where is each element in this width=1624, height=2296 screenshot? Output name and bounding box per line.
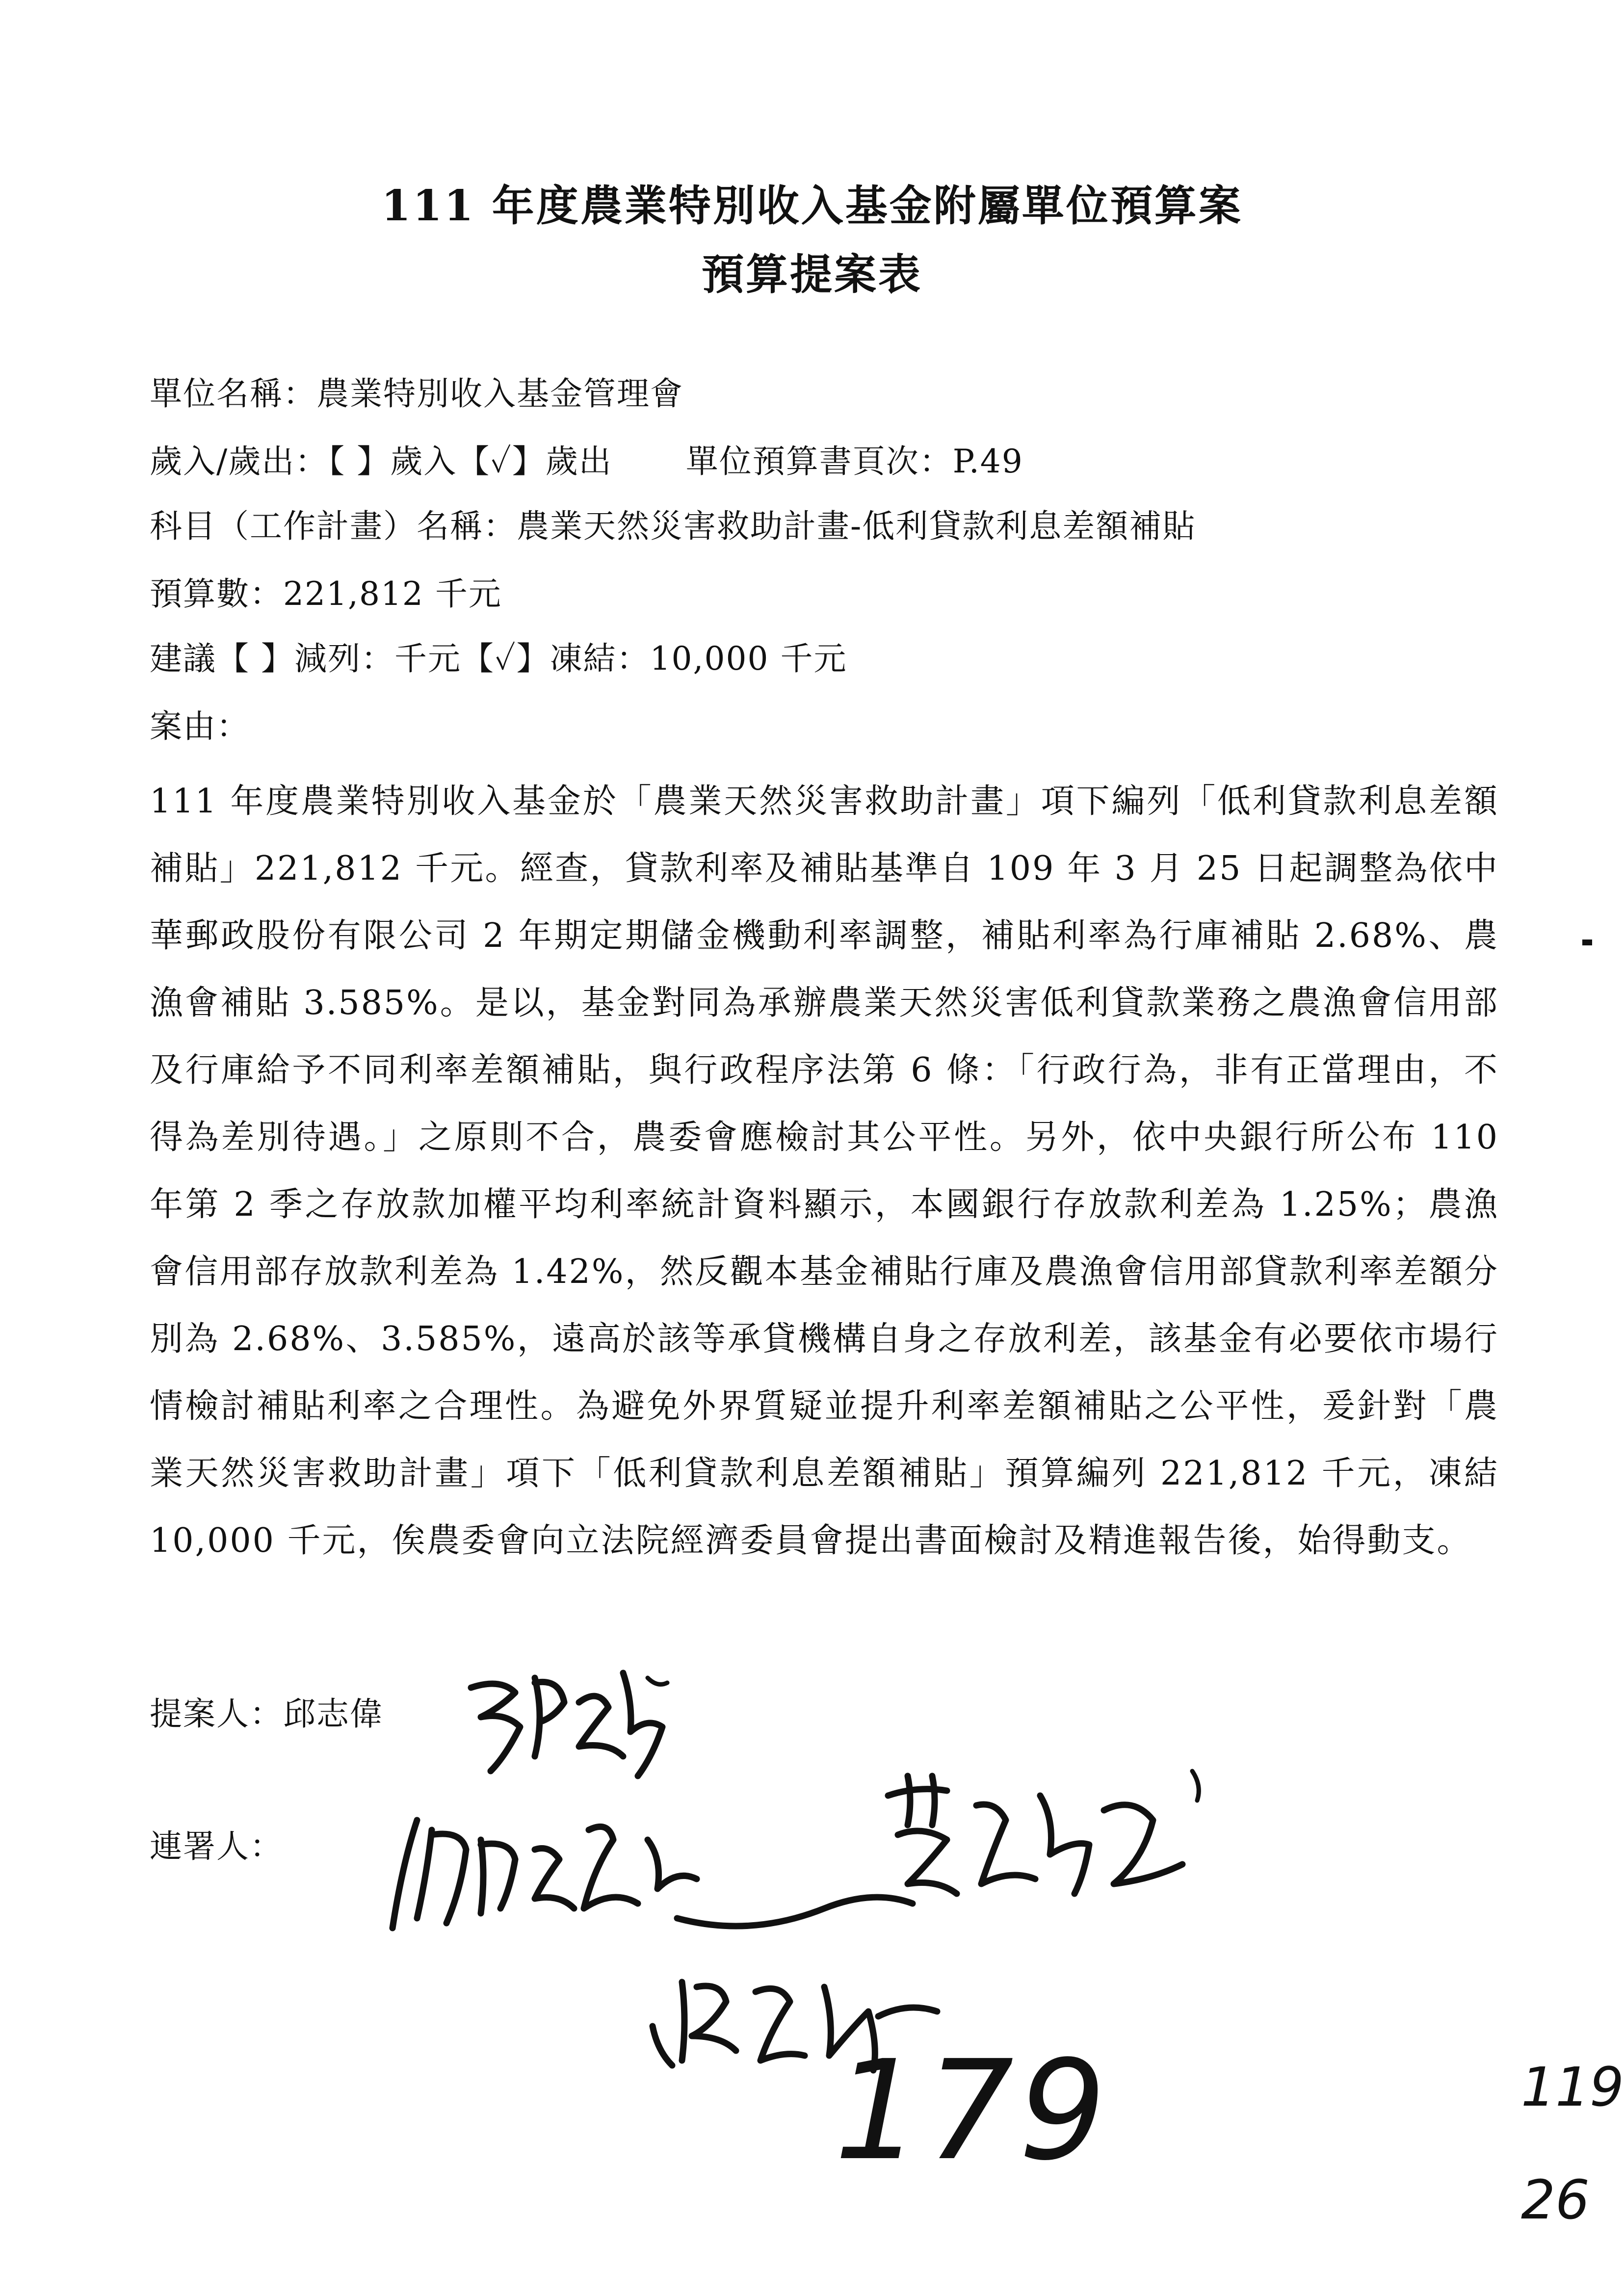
reason-paragraph: 111 年度農業特別收入基金於「農業天然災害救助計畫」項下編列「低利貸款利息差額補貼」221,812 千元。經查，貸款利率及補貼基準自 109 年 3 月 25 日起調整為依中華郵政股份有限公司 2 年期定期儲金機動利率調整，補貼利率為行庫補貼 2.68%、農漁會補貼 3.585%。是以，基金對同為承辦農業天然災害低利貸款業務之農漁會信用部及行庫給予不同利率差額補貼，與行政程序法第 6 條：「行政行為，非有正當理由，不得為差別待遇。」之原則不合，農委會應檢討其公平性。另外，依中央銀行所公布 110 年第 2 季之存放款加權平均利率統計資料顯示，本國銀行存放款利差為 1.25%；農漁會信用部存放款利差為 1.42%，然反觀本基金補貼行庫及農漁會信用部貸款利率差額分別為 2.68%、3.585%，遠高於該等承貸機構自身之存放利差，該基金有必要依市場行情檢討補貼利率之合理性。為避免外界質疑並提升利率差額補貼之公平性，爰針對「農業天然災害救助計畫」項下「低利貸款利息差額補貼」預算編列 221,812 千元，凍結 10,000 千元，俟農委會向立法院經濟委員會提出書面檢討及精進報告後，始得動支。 [150, 782, 1499, 1560]
cosigner-label: 連署人： [150, 1827, 283, 1865]
proposer-signature [461, 1658, 687, 1786]
revenue-expense-field: 歲入/歲出：【 】歲入【✓】歲出 [150, 443, 612, 480]
unit-name-field: 單位名稱：農業特別收入基金管理會 [150, 375, 683, 413]
cosigner-signature-1 [383, 1791, 922, 1967]
suggestion-field: 建議【 】減列：千元【✓】凍結：10,000 千元 [150, 640, 847, 678]
budget-amount-field: 預算數：221,812 千元 [150, 575, 502, 613]
handwritten-corner-number-bottom: 26 [1521, 2168, 1590, 2231]
scan-mark [1582, 939, 1592, 945]
item-name-field: 科目（工作計畫）名稱：農業天然災害救助計畫-低利貸款利息差額補貼 [150, 507, 1196, 545]
document-subtitle: 預算提案表 [702, 250, 922, 299]
reason-label: 案由： [150, 707, 250, 745]
budget-page-field: 單位預算書頁次：P.49 [685, 443, 1023, 480]
document-title: 111 年度農業特別收入基金附屬單位預算案 [381, 181, 1243, 231]
handwritten-page-number: 179 [834, 2031, 1111, 2191]
revenue-expense-row [150, 445, 1023, 478]
handwritten-corner-number-top: 119 [1521, 2056, 1624, 2118]
proposer-label: 提案人：邱志偉 [150, 1695, 383, 1733]
cosigner-signature-2 [878, 1756, 1222, 1933]
